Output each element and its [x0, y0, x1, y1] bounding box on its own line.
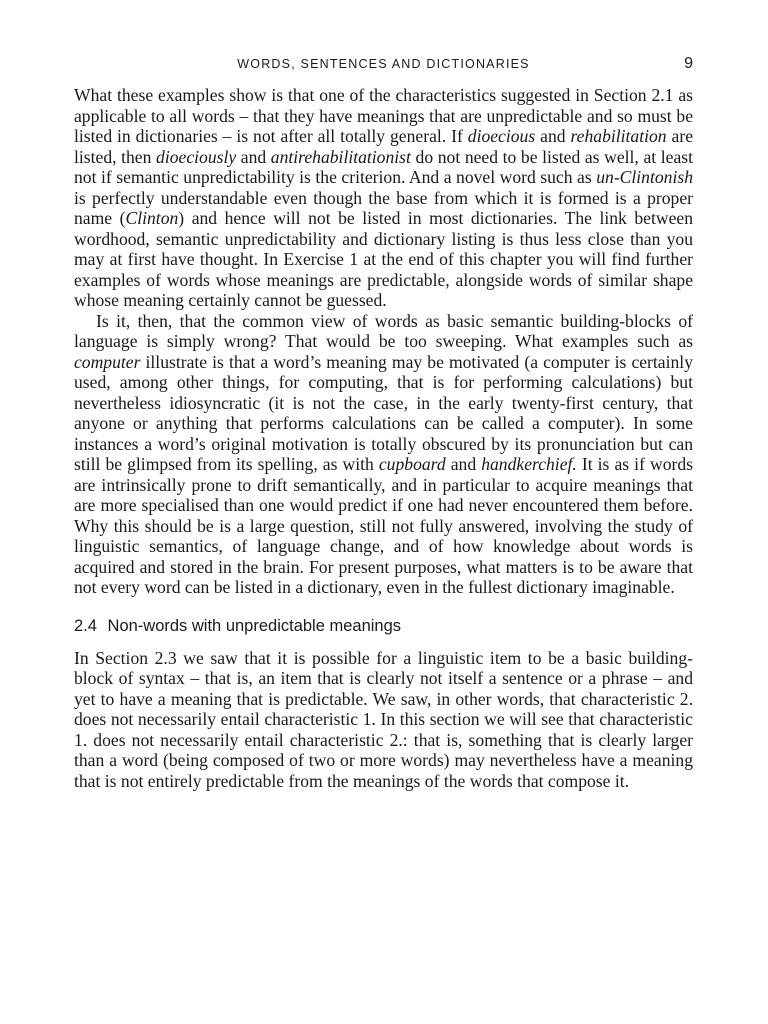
text-run: illustrate is that a word’s meaning may be motivated (a computer is certainly used, among other things, for computing, that is for performing calculations) but nevertheless idiosyncratic (it is not the case, in the early twenty-first century, that anyone or anything that performs calculations can be called a computer). In some instances a word’s original motivation is totally obscured by its pronunciation but can still be glimpsed from its spelling, as with: [74, 351, 693, 474]
paragraph-1: [74, 85, 693, 311]
text-run: In Section 2.3 we saw that it is possible for a linguistic item to be a basic building-block of syntax – that is, an item that is clearly not itself a sentence or a phrase – and yet to have a meaning that is predictable. We saw, in other words, that characteristic 2. does not necessarily entail characteristic 1. In this section we will see that characteristic 1. does not necessarily entail characteristic 2.: that is, something that is clearly larger than a word (being composed of two or more words) may nevertheless have a meaning that is not entirely predictable from the meanings of the words that compose it.: [74, 647, 693, 791]
text-run: and: [236, 146, 271, 167]
text-run: are listed, then: [74, 126, 693, 167]
text-run: do not need to be listed as well, at least not if semantic unpredictability is the criterion. And a novel word such as: [74, 146, 693, 187]
running-title: WORDS, SENTENCES AND DICTIONARIES: [237, 57, 530, 71]
italic-term: computer: [74, 351, 141, 372]
italic-term: Clinton: [125, 208, 179, 228]
text-run: ) and hence will not be listed in most dictionaries. The link between wordhood, semantic unpredictability and dictionary listing is thus less close than you may at first have thought. In Exercise 1 at the end of this chapter you will find further examples of words whose meanings are predictable, alongside words of similar shape whose meaning certainly cannot be guessed.: [74, 208, 693, 310]
italic-term: cupboard: [378, 454, 446, 474]
page-number: 9: [684, 55, 693, 72]
italic-term: dioecious: [467, 126, 536, 146]
running-header: [74, 55, 693, 75]
section-paragraph-1: [74, 648, 693, 792]
italic-term: rehabilitation: [570, 126, 667, 146]
text-run: It is as if words are intrinsically prone to drift semantically, and in particular to acquire meanings that are more specialised than one would predict if one had never encountered them before. Why this should be is a large question, still not fully answered, involving the study of linguistic semantics, of language change, and of how knowledge about words is acquired and stored in the brain. For present purposes, what matters is to be aware that not every word can be listed in a dictionary, even in the fullest dictionary imaginable.: [74, 454, 693, 597]
italic-term: un-Clintonish: [596, 167, 693, 187]
section-heading: [74, 616, 693, 636]
text-run: What these examples show is that one of the characteristics suggested in Section 2.1 as applicable to all words – that they have meanings that are unpredictable and so must be listed in dictionaries – is not after all totally general. If: [74, 85, 693, 146]
paragraph-2: [74, 311, 693, 598]
section-number: 2.4: [74, 616, 97, 635]
italic-term: handkerchief.: [481, 454, 577, 474]
italic-term: dioeciously: [156, 146, 237, 167]
body-text: [74, 85, 693, 791]
italic-term: antirehabilitationist: [270, 146, 411, 167]
text-run: and: [535, 126, 571, 146]
text-run: and: [445, 454, 482, 474]
text-run: is perfectly understandable even though the base from which it is formed is a proper name (: [74, 187, 693, 228]
text-run: Is it, then, that the common view of words as basic semantic building-blocks of language is simply wrong? That would be too sweeping. What examples such as: [74, 310, 693, 351]
section-title: Non-words with unpredictable meanings: [107, 616, 402, 635]
